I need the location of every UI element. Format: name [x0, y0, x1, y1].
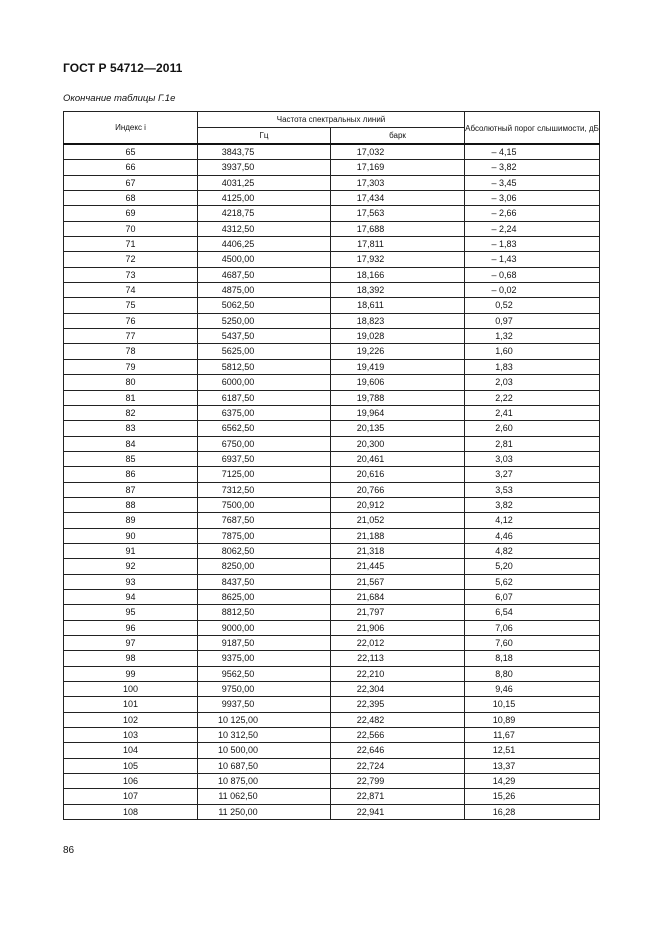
- cell-index: 84: [64, 436, 198, 451]
- table-row: [64, 252, 600, 267]
- table-row: [64, 666, 600, 681]
- spectral-lines-table: [63, 111, 600, 820]
- cell-threshold-db: – 2,24: [465, 221, 600, 236]
- table-row: [64, 267, 600, 282]
- cell-index: 93: [64, 574, 198, 589]
- cell-frequency-bark: 17,169: [331, 160, 465, 175]
- cell-frequency-bark: 22,871: [331, 789, 465, 804]
- cell-index: 95: [64, 605, 198, 620]
- table-row: [64, 543, 600, 558]
- cell-frequency-bark: 20,461: [331, 451, 465, 466]
- cell-frequency-hz: 8250,00: [198, 559, 331, 574]
- cell-index: 97: [64, 636, 198, 651]
- cell-index: 108: [64, 804, 198, 819]
- cell-frequency-hz: 5625,00: [198, 344, 331, 359]
- table-row: [64, 482, 600, 497]
- cell-threshold-db: 8,80: [465, 666, 600, 681]
- cell-index: 96: [64, 620, 198, 635]
- table-row: [64, 651, 600, 666]
- cell-frequency-bark: 17,563: [331, 206, 465, 221]
- cell-frequency-hz: 10 875,00: [198, 774, 331, 789]
- cell-frequency-hz: 5812,50: [198, 359, 331, 374]
- cell-frequency-hz: 6562,50: [198, 421, 331, 436]
- cell-frequency-hz: 8812,50: [198, 605, 331, 620]
- cell-index: 101: [64, 697, 198, 712]
- cell-threshold-db: 4,46: [465, 528, 600, 543]
- cell-frequency-hz: 9375,00: [198, 651, 331, 666]
- cell-frequency-hz: 6000,00: [198, 375, 331, 390]
- cell-threshold-db: 2,22: [465, 390, 600, 405]
- cell-frequency-hz: 7500,00: [198, 497, 331, 512]
- cell-frequency-hz: 3937,50: [198, 160, 331, 175]
- cell-threshold-db: 0,97: [465, 313, 600, 328]
- cell-frequency-hz: 10 125,00: [198, 712, 331, 727]
- cell-frequency-hz: 10 312,50: [198, 728, 331, 743]
- cell-index: 106: [64, 774, 198, 789]
- cell-threshold-db: 12,51: [465, 743, 600, 758]
- table-row: [64, 329, 600, 344]
- table-row: [64, 574, 600, 589]
- cell-frequency-bark: 21,318: [331, 543, 465, 558]
- table-row: [64, 390, 600, 405]
- cell-frequency-hz: 4406,25: [198, 237, 331, 252]
- cell-frequency-bark: 19,964: [331, 405, 465, 420]
- cell-frequency-bark: 21,445: [331, 559, 465, 574]
- cell-index: 86: [64, 467, 198, 482]
- cell-frequency-hz: 7875,00: [198, 528, 331, 543]
- cell-index: 77: [64, 329, 198, 344]
- table-row: [64, 375, 600, 390]
- cell-index: 80: [64, 375, 198, 390]
- header-spectral-frequency: Частота спектральных линий: [198, 112, 465, 128]
- cell-index: 74: [64, 283, 198, 298]
- cell-index: 105: [64, 758, 198, 773]
- cell-index: 99: [64, 666, 198, 681]
- cell-frequency-hz: 4312,50: [198, 221, 331, 236]
- table-row: [64, 789, 600, 804]
- table-row: [64, 636, 600, 651]
- cell-frequency-bark: 19,028: [331, 329, 465, 344]
- cell-frequency-hz: 4031,25: [198, 175, 331, 190]
- cell-frequency-hz: 9000,00: [198, 620, 331, 635]
- cell-threshold-db: 1,60: [465, 344, 600, 359]
- cell-frequency-hz: 9562,50: [198, 666, 331, 681]
- cell-frequency-bark: 18,611: [331, 298, 465, 313]
- table-row: [64, 589, 600, 604]
- cell-threshold-db: 2,81: [465, 436, 600, 451]
- cell-threshold-db: 2,60: [465, 421, 600, 436]
- cell-frequency-bark: 19,226: [331, 344, 465, 359]
- cell-frequency-bark: 17,032: [331, 144, 465, 160]
- cell-index: 100: [64, 682, 198, 697]
- cell-frequency-bark: 22,395: [331, 697, 465, 712]
- table-row: [64, 237, 600, 252]
- cell-threshold-db: 3,53: [465, 482, 600, 497]
- cell-frequency-hz: 9750,00: [198, 682, 331, 697]
- cell-threshold-db: 4,12: [465, 513, 600, 528]
- cell-frequency-hz: 4875,00: [198, 283, 331, 298]
- cell-frequency-bark: 22,304: [331, 682, 465, 697]
- cell-frequency-bark: 20,912: [331, 497, 465, 512]
- cell-frequency-bark: 20,766: [331, 482, 465, 497]
- cell-threshold-db: 14,29: [465, 774, 600, 789]
- table-row: [64, 559, 600, 574]
- cell-threshold-db: 7,06: [465, 620, 600, 635]
- cell-frequency-hz: 4500,00: [198, 252, 331, 267]
- table-row: [64, 206, 600, 221]
- header-bark: барк: [331, 128, 465, 145]
- cell-index: 83: [64, 421, 198, 436]
- cell-frequency-hz: 5437,50: [198, 329, 331, 344]
- cell-index: 70: [64, 221, 198, 236]
- cell-frequency-hz: 4125,00: [198, 191, 331, 206]
- table-row: [64, 758, 600, 773]
- cell-threshold-db: 5,62: [465, 574, 600, 589]
- cell-index: 79: [64, 359, 198, 374]
- cell-threshold-db: 10,89: [465, 712, 600, 727]
- cell-frequency-bark: 19,788: [331, 390, 465, 405]
- cell-threshold-db: – 1,83: [465, 237, 600, 252]
- cell-frequency-bark: 22,941: [331, 804, 465, 819]
- cell-index: 71: [64, 237, 198, 252]
- cell-index: 102: [64, 712, 198, 727]
- cell-index: 94: [64, 589, 198, 604]
- cell-threshold-db: 3,03: [465, 451, 600, 466]
- cell-frequency-hz: 7125,00: [198, 467, 331, 482]
- cell-threshold-db: 11,67: [465, 728, 600, 743]
- cell-threshold-db: 6,54: [465, 605, 600, 620]
- cell-threshold-db: 15,26: [465, 789, 600, 804]
- cell-threshold-db: – 0,02: [465, 283, 600, 298]
- cell-index: 69: [64, 206, 198, 221]
- cell-index: 103: [64, 728, 198, 743]
- cell-threshold-db: 7,60: [465, 636, 600, 651]
- cell-frequency-hz: 11 250,00: [198, 804, 331, 819]
- header-hz: Гц: [198, 128, 331, 145]
- cell-frequency-hz: 7312,50: [198, 482, 331, 497]
- cell-index: 92: [64, 559, 198, 574]
- table-row: [64, 421, 600, 436]
- cell-frequency-hz: 8625,00: [198, 589, 331, 604]
- table-caption: Окончание таблицы Г.1е: [63, 93, 176, 104]
- table-row: [64, 605, 600, 620]
- table-row: [64, 436, 600, 451]
- cell-index: 75: [64, 298, 198, 313]
- cell-index: 104: [64, 743, 198, 758]
- cell-threshold-db: 6,07: [465, 589, 600, 604]
- cell-index: 107: [64, 789, 198, 804]
- table-row: [64, 283, 600, 298]
- cell-index: 87: [64, 482, 198, 497]
- cell-frequency-bark: 22,210: [331, 666, 465, 681]
- cell-frequency-bark: 18,166: [331, 267, 465, 282]
- cell-threshold-db: – 4,15: [465, 144, 600, 160]
- cell-frequency-bark: 22,646: [331, 743, 465, 758]
- table-row: [64, 298, 600, 313]
- cell-frequency-bark: 22,566: [331, 728, 465, 743]
- cell-frequency-hz: 7687,50: [198, 513, 331, 528]
- cell-frequency-hz: 6937,50: [198, 451, 331, 466]
- header-index: Индекс i: [64, 112, 198, 145]
- table-row: [64, 528, 600, 543]
- cell-frequency-bark: 21,188: [331, 528, 465, 543]
- cell-index: 85: [64, 451, 198, 466]
- cell-frequency-hz: 4218,75: [198, 206, 331, 221]
- cell-frequency-bark: 21,684: [331, 589, 465, 604]
- cell-frequency-bark: 20,616: [331, 467, 465, 482]
- cell-index: 72: [64, 252, 198, 267]
- cell-frequency-hz: 6750,00: [198, 436, 331, 451]
- table-row: [64, 144, 600, 160]
- cell-threshold-db: 9,46: [465, 682, 600, 697]
- table-row: [64, 774, 600, 789]
- cell-frequency-hz: 5250,00: [198, 313, 331, 328]
- cell-frequency-bark: 21,797: [331, 605, 465, 620]
- table-row: [64, 682, 600, 697]
- cell-frequency-bark: 21,906: [331, 620, 465, 635]
- table-body: [64, 144, 600, 820]
- cell-index: 98: [64, 651, 198, 666]
- cell-frequency-hz: 4687,50: [198, 267, 331, 282]
- cell-threshold-db: – 3,06: [465, 191, 600, 206]
- cell-frequency-bark: 22,482: [331, 712, 465, 727]
- cell-frequency-bark: 18,823: [331, 313, 465, 328]
- table-row: [64, 344, 600, 359]
- cell-index: 76: [64, 313, 198, 328]
- cell-threshold-db: 1,83: [465, 359, 600, 374]
- table-row: [64, 728, 600, 743]
- table-row: [64, 743, 600, 758]
- cell-frequency-bark: 20,300: [331, 436, 465, 451]
- cell-threshold-db: 16,28: [465, 804, 600, 819]
- table-row: [64, 451, 600, 466]
- cell-frequency-bark: 22,724: [331, 758, 465, 773]
- cell-threshold-db: 8,18: [465, 651, 600, 666]
- cell-frequency-bark: 22,012: [331, 636, 465, 651]
- cell-threshold-db: 3,27: [465, 467, 600, 482]
- cell-frequency-bark: 17,434: [331, 191, 465, 206]
- cell-threshold-db: – 3,45: [465, 175, 600, 190]
- cell-frequency-hz: 9937,50: [198, 697, 331, 712]
- cell-threshold-db: 2,03: [465, 375, 600, 390]
- cell-threshold-db: 13,37: [465, 758, 600, 773]
- cell-frequency-hz: 8062,50: [198, 543, 331, 558]
- page-number: 86: [63, 845, 75, 856]
- cell-threshold-db: 5,20: [465, 559, 600, 574]
- table-row: [64, 359, 600, 374]
- cell-threshold-db: – 3,82: [465, 160, 600, 175]
- cell-threshold-db: 0,52: [465, 298, 600, 313]
- table-row: [64, 497, 600, 512]
- table-row: [64, 697, 600, 712]
- cell-frequency-hz: 8437,50: [198, 574, 331, 589]
- cell-index: 90: [64, 528, 198, 543]
- cell-threshold-db: 3,82: [465, 497, 600, 512]
- cell-index: 68: [64, 191, 198, 206]
- cell-frequency-bark: 21,567: [331, 574, 465, 589]
- cell-frequency-bark: 22,799: [331, 774, 465, 789]
- cell-frequency-bark: 19,606: [331, 375, 465, 390]
- cell-index: 91: [64, 543, 198, 558]
- table-row: [64, 191, 600, 206]
- table-row: [64, 804, 600, 819]
- table-row: [64, 313, 600, 328]
- cell-frequency-hz: 11 062,50: [198, 789, 331, 804]
- cell-index: 89: [64, 513, 198, 528]
- cell-threshold-db: – 2,66: [465, 206, 600, 221]
- cell-frequency-hz: 6375,00: [198, 405, 331, 420]
- cell-threshold-db: 2,41: [465, 405, 600, 420]
- cell-frequency-hz: 10 687,50: [198, 758, 331, 773]
- cell-frequency-bark: 17,303: [331, 175, 465, 190]
- cell-threshold-db: 1,32: [465, 329, 600, 344]
- cell-index: 65: [64, 144, 198, 160]
- cell-index: 88: [64, 497, 198, 512]
- table-row: [64, 513, 600, 528]
- table-header: [64, 112, 600, 145]
- cell-frequency-bark: 17,932: [331, 252, 465, 267]
- cell-threshold-db: 4,82: [465, 543, 600, 558]
- cell-threshold-db: – 1,43: [465, 252, 600, 267]
- cell-index: 66: [64, 160, 198, 175]
- cell-frequency-bark: 21,052: [331, 513, 465, 528]
- cell-frequency-bark: 20,135: [331, 421, 465, 436]
- cell-frequency-bark: 19,419: [331, 359, 465, 374]
- cell-frequency-hz: 10 500,00: [198, 743, 331, 758]
- table-row: [64, 405, 600, 420]
- cell-frequency-hz: 9187,50: [198, 636, 331, 651]
- table-row: [64, 467, 600, 482]
- cell-frequency-hz: 6187,50: [198, 390, 331, 405]
- cell-frequency-bark: 17,811: [331, 237, 465, 252]
- header-threshold: Абсолютный порог слышимости, дБ: [465, 112, 600, 145]
- cell-frequency-hz: 3843,75: [198, 144, 331, 160]
- document-title: ГОСТ Р 54712—2011: [63, 61, 183, 75]
- table-row: [64, 620, 600, 635]
- cell-index: 82: [64, 405, 198, 420]
- table-row: [64, 160, 600, 175]
- cell-index: 81: [64, 390, 198, 405]
- cell-index: 67: [64, 175, 198, 190]
- table-row: [64, 712, 600, 727]
- table-row: [64, 221, 600, 236]
- cell-frequency-bark: 17,688: [331, 221, 465, 236]
- cell-index: 78: [64, 344, 198, 359]
- cell-frequency-bark: 22,113: [331, 651, 465, 666]
- cell-frequency-bark: 18,392: [331, 283, 465, 298]
- cell-threshold-db: 10,15: [465, 697, 600, 712]
- cell-frequency-hz: 5062,50: [198, 298, 331, 313]
- cell-threshold-db: – 0,68: [465, 267, 600, 282]
- table-row: [64, 175, 600, 190]
- cell-index: 73: [64, 267, 198, 282]
